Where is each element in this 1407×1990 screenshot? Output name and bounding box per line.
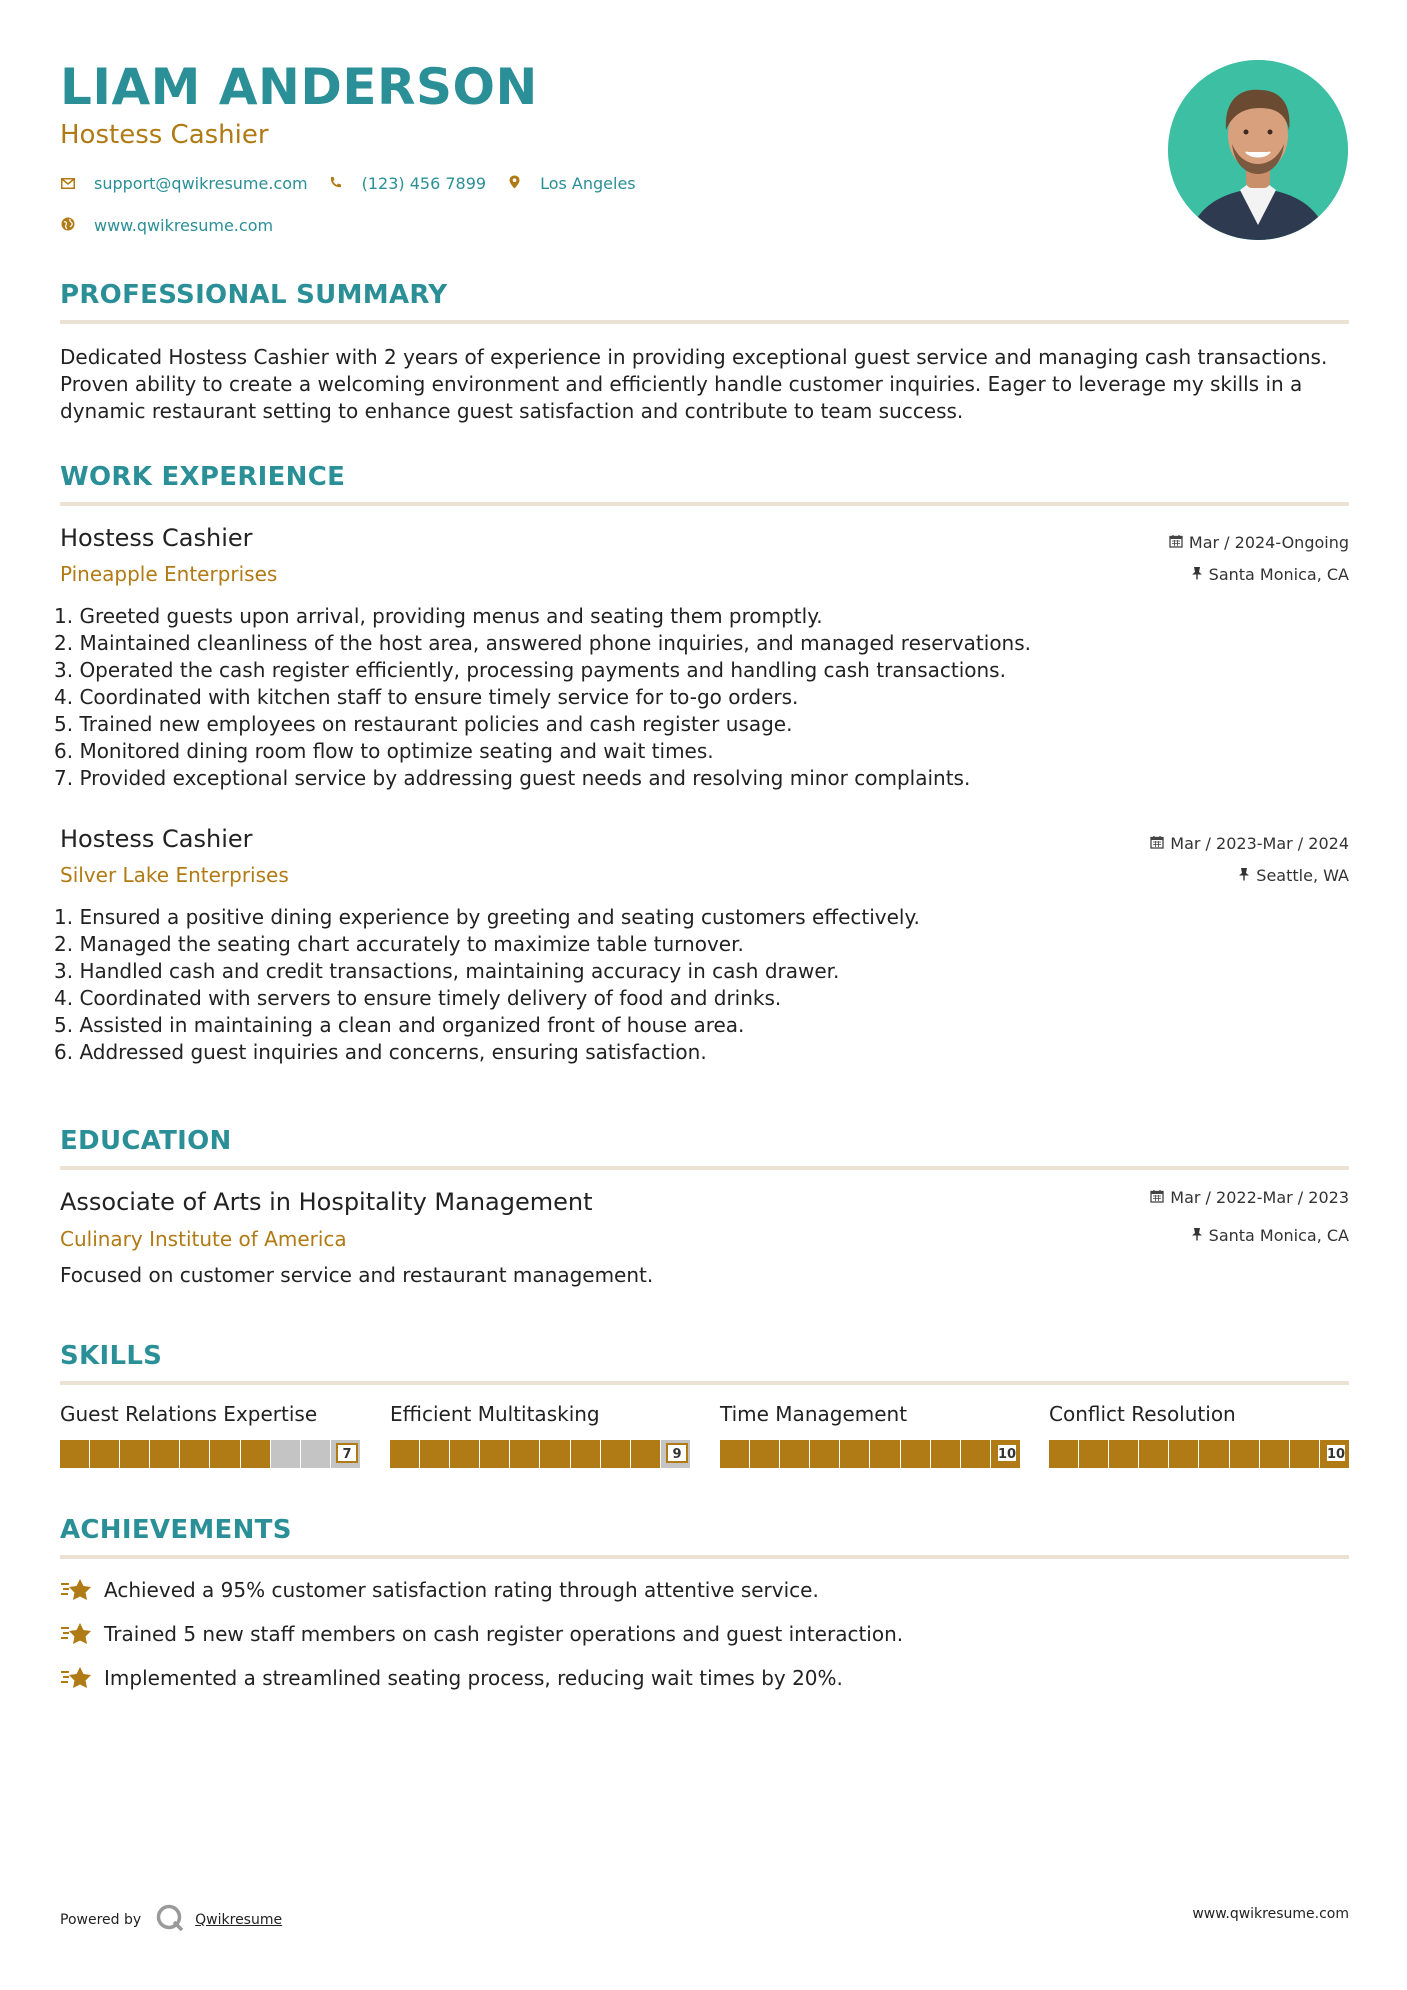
list-item: 2. Managed the seating chart accurately to maximize table turnover. bbox=[54, 932, 744, 956]
skill-label: Guest Relations Expertise bbox=[60, 1402, 318, 1426]
skill-score: 7 bbox=[336, 1443, 358, 1463]
phone-number[interactable]: (123) 456 7899 bbox=[361, 174, 487, 193]
job-location-text: Seattle, WA bbox=[1256, 866, 1349, 885]
job-title: Hostess Cashier bbox=[60, 524, 253, 552]
skill-bar-segment bbox=[120, 1440, 149, 1468]
skill-bar-segment bbox=[931, 1440, 960, 1468]
candidate-title: Hostess Cashier bbox=[60, 120, 269, 150]
list-item: 2. Maintained cleanliness of the host area, answered phone inquiries, and managed reservations. bbox=[54, 631, 1032, 655]
skill-bar-segment bbox=[870, 1440, 899, 1468]
envelope-icon bbox=[60, 175, 76, 193]
job-dates-text: Mar / 2024-Ongoing bbox=[1188, 533, 1349, 552]
pushpin-icon bbox=[1238, 867, 1250, 885]
summary-text: Dedicated Hostess Cashier with 2 years of experience in providing exceptional guest service and managing cash transactions. Proven ability to create a welcoming environment and efficiently handle customer inquiries. Eager to leverage my skills in a dynamic restaurant setting to enhance guest satisfaction and contribute to team success. bbox=[60, 345, 1328, 423]
calendar-icon bbox=[1169, 534, 1183, 552]
qwikresume-link[interactable]: Qwikresume bbox=[195, 1912, 283, 1928]
education-degree: Associate of Arts in Hospitality Management bbox=[60, 1188, 593, 1216]
job-dates-text: Mar / 2023-Mar / 2024 bbox=[1170, 834, 1349, 853]
achievement-item bbox=[60, 1576, 819, 1604]
skill-label: Time Management bbox=[720, 1402, 908, 1426]
skill-bar-segment bbox=[210, 1440, 239, 1468]
skill-bar-segment bbox=[780, 1440, 809, 1468]
skill-bar-segment bbox=[631, 1440, 660, 1468]
skill-bar-segment bbox=[1079, 1440, 1108, 1468]
achievement-item bbox=[60, 1620, 903, 1648]
contact-row bbox=[60, 174, 656, 193]
resume-page bbox=[54, 0, 1349, 1990]
skill-item bbox=[1049, 1402, 1349, 1468]
section-title-skills: SKILLS bbox=[60, 1341, 163, 1371]
skill-bar-segment bbox=[720, 1440, 749, 1468]
skill-label: Efficient Multitasking bbox=[390, 1402, 600, 1426]
skill-bar-segment bbox=[571, 1440, 600, 1468]
skill-label: Conflict Resolution bbox=[1049, 1402, 1236, 1426]
education-school: Culinary Institute of America bbox=[60, 1227, 347, 1251]
candidate-name: LIAM ANDERSON bbox=[60, 58, 538, 116]
skill-score: 9 bbox=[666, 1443, 688, 1463]
skill-bar-segment bbox=[180, 1440, 209, 1468]
job-company: Silver Lake Enterprises bbox=[60, 863, 289, 887]
skill-score: 10 bbox=[996, 1443, 1018, 1463]
footer-site[interactable]: www.qwikresume.com bbox=[1192, 1906, 1349, 1922]
section-divider bbox=[60, 1166, 1349, 1170]
skill-bar-segment bbox=[90, 1440, 119, 1468]
skill-bar-segment bbox=[840, 1440, 869, 1468]
skill-bar-segment bbox=[60, 1440, 89, 1468]
website-row bbox=[60, 216, 293, 235]
education-location-text: Santa Monica, CA bbox=[1208, 1226, 1349, 1245]
website-link[interactable]: www.qwikresume.com bbox=[94, 216, 274, 235]
section-title-education: EDUCATION bbox=[60, 1126, 232, 1156]
skill-bar-segment bbox=[901, 1440, 930, 1468]
skill-bar-segment bbox=[480, 1440, 509, 1468]
section-divider bbox=[60, 502, 1349, 506]
skill-bar-segment bbox=[1169, 1440, 1198, 1468]
job-location bbox=[1191, 565, 1349, 584]
profile-photo bbox=[1168, 60, 1348, 240]
achievement-text: Implemented a streamlined seating process, reducing wait times by 20%. bbox=[104, 1666, 843, 1690]
pushpin-icon bbox=[1191, 1227, 1203, 1245]
skill-item bbox=[390, 1402, 690, 1468]
skill-bar-segment bbox=[241, 1440, 270, 1468]
achievement-text: Achieved a 95% customer satisfaction rating through attentive service. bbox=[104, 1578, 819, 1602]
job-location-text: Santa Monica, CA bbox=[1208, 565, 1349, 584]
education-description: Focused on customer service and restaurant management. bbox=[60, 1263, 654, 1287]
phone-icon bbox=[328, 175, 344, 193]
education-location bbox=[1191, 1226, 1349, 1245]
skill-bar bbox=[720, 1440, 1020, 1468]
skill-bar-segment bbox=[301, 1440, 330, 1468]
calendar-icon bbox=[1150, 835, 1164, 853]
list-item: 3. Operated the cash register efficiently, processing payments and handling cash transactions. bbox=[54, 658, 1006, 682]
skill-bar-segment bbox=[540, 1440, 569, 1468]
skill-bar-segment bbox=[1199, 1440, 1228, 1468]
job-company: Pineapple Enterprises bbox=[60, 562, 278, 586]
list-item: 5. Trained new employees on restaurant policies and cash register usage. bbox=[54, 712, 793, 736]
list-item: 1. Ensured a positive dining experience by greeting and seating customers effectively. bbox=[54, 905, 920, 929]
footer-powered-by bbox=[60, 1903, 282, 1937]
job-dates bbox=[1150, 834, 1349, 853]
education-dates bbox=[1150, 1188, 1349, 1207]
list-item: 5. Assisted in maintaining a clean and organized front of house area. bbox=[54, 1013, 745, 1037]
skill-bar-segment bbox=[420, 1440, 449, 1468]
skill-bar-segment bbox=[1230, 1440, 1259, 1468]
section-divider bbox=[60, 1555, 1349, 1559]
skill-bar-segment bbox=[1260, 1440, 1289, 1468]
list-item: 7. Provided exceptional service by addressing guest needs and resolving minor complaints. bbox=[54, 766, 971, 790]
achievement-text: Trained 5 new staff members on cash register operations and guest interaction. bbox=[104, 1622, 904, 1646]
skill-item bbox=[720, 1402, 1020, 1468]
section-title-experience: WORK EXPERIENCE bbox=[60, 462, 346, 492]
skill-bar-segment bbox=[450, 1440, 479, 1468]
skill-bar bbox=[60, 1440, 360, 1468]
skill-bar-segment bbox=[1290, 1440, 1319, 1468]
education-dates-text: Mar / 2022-Mar / 2023 bbox=[1170, 1188, 1349, 1207]
skill-bar-segment bbox=[390, 1440, 419, 1468]
skill-bar-segment bbox=[271, 1440, 300, 1468]
section-divider bbox=[60, 1381, 1349, 1385]
skill-bar bbox=[1049, 1440, 1349, 1468]
job-title: Hostess Cashier bbox=[60, 825, 253, 853]
skill-bar-segment bbox=[601, 1440, 630, 1468]
section-title-achievements: ACHIEVEMENTS bbox=[60, 1515, 292, 1545]
globe-icon bbox=[60, 217, 76, 235]
job-location bbox=[1238, 866, 1349, 885]
star-icon bbox=[60, 1664, 94, 1692]
skill-bar-segment bbox=[750, 1440, 779, 1468]
email-link[interactable]: support@qwikresume.com bbox=[94, 174, 308, 193]
pushpin-icon bbox=[1191, 566, 1203, 584]
skill-item bbox=[60, 1402, 360, 1468]
skill-bar-segment bbox=[1049, 1440, 1078, 1468]
skill-bar-segment bbox=[810, 1440, 839, 1468]
list-item: 3. Handled cash and credit transactions, maintaining accuracy in cash drawer. bbox=[54, 959, 840, 983]
job-dates bbox=[1169, 533, 1349, 552]
list-item: 4. Coordinated with kitchen staff to ensure timely service for to-go orders. bbox=[54, 685, 799, 709]
location-text: Los Angeles bbox=[540, 174, 636, 193]
skill-bar-segment bbox=[510, 1440, 539, 1468]
skill-score: 10 bbox=[1325, 1443, 1347, 1463]
skill-bar bbox=[390, 1440, 690, 1468]
achievement-item bbox=[60, 1664, 843, 1692]
map-pin-icon bbox=[506, 175, 522, 193]
skill-bar-segment bbox=[150, 1440, 179, 1468]
list-item: 6. Monitored dining room flow to optimize seating and wait times. bbox=[54, 739, 714, 763]
qwikresume-logo-icon bbox=[155, 1903, 185, 1937]
star-icon bbox=[60, 1620, 94, 1648]
powered-by-label: Powered by bbox=[60, 1912, 142, 1928]
section-title-summary: PROFESSIONAL SUMMARY bbox=[60, 280, 448, 310]
skill-bar-segment bbox=[1139, 1440, 1168, 1468]
star-icon bbox=[60, 1576, 94, 1604]
list-item: 4. Coordinated with servers to ensure timely delivery of food and drinks. bbox=[54, 986, 782, 1010]
job-bullets bbox=[54, 904, 1344, 1066]
list-item: 6. Addressed guest inquiries and concerns, ensuring satisfaction. bbox=[54, 1040, 707, 1064]
skill-bar-segment bbox=[1109, 1440, 1138, 1468]
job-bullets bbox=[54, 603, 1344, 792]
calendar-icon bbox=[1150, 1189, 1164, 1207]
list-item: 1. Greeted guests upon arrival, providing menus and seating them promptly. bbox=[54, 604, 823, 628]
skill-bar-segment bbox=[961, 1440, 990, 1468]
section-divider bbox=[60, 320, 1349, 324]
